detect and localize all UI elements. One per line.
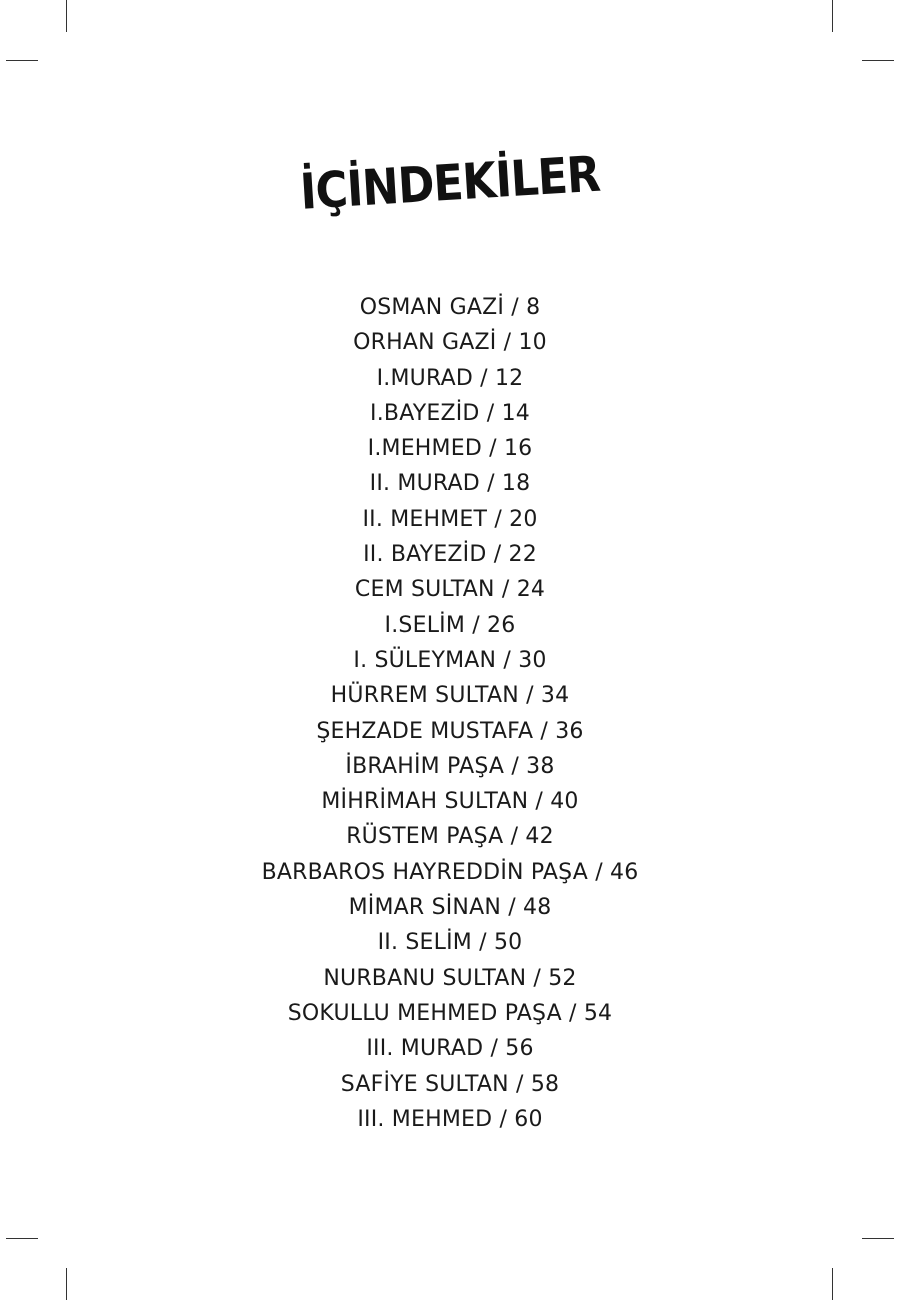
toc-entry	[0, 714, 900, 749]
crop-mark-bottom-left-vertical	[66, 1268, 67, 1300]
toc-entry-page-number: 36	[555, 718, 584, 744]
toc-entry-separator: /	[528, 789, 551, 815]
toc-entry-separator: /	[501, 895, 523, 921]
toc-entry-page-number: 20	[509, 506, 538, 532]
toc-entry-title: III. MURAD	[366, 1036, 484, 1062]
toc-entry-separator: /	[483, 1036, 506, 1062]
toc-entry	[0, 925, 900, 960]
toc-entry-page-number: 52	[548, 965, 577, 991]
toc-entry-separator: /	[472, 365, 495, 391]
toc-entry-title: I.MURAD	[376, 365, 473, 391]
toc-entry-title: OSMAN GAZİ	[359, 295, 505, 320]
toc-entry	[0, 643, 900, 678]
toc-entry-title: BARBAROS HAYREDDİN PAŞA	[261, 859, 588, 885]
toc-entry-separator: /	[496, 647, 519, 673]
toc-entry-separator: /	[494, 577, 517, 603]
toc-entry-page-number: 38	[526, 753, 555, 779]
toc-entry-page-number: 42	[525, 824, 554, 850]
toc-entry-title: İBRAHİM PAŞA	[345, 753, 505, 779]
toc-entry-page-number: 16	[503, 436, 533, 462]
toc-entry-page-number: 54	[583, 1000, 613, 1026]
toc-entry-separator: /	[479, 400, 502, 426]
crop-mark-top-right-horizontal	[862, 60, 894, 61]
toc-entry-separator: /	[492, 1106, 515, 1132]
toc-entry-title: ORHAN GAZİ	[353, 330, 497, 356]
toc-entry	[0, 361, 900, 396]
toc-entry	[0, 466, 900, 501]
toc-entry-page-number: 30	[518, 647, 547, 673]
table-of-contents	[0, 290, 900, 1137]
toc-entry-separator: /	[526, 965, 549, 991]
toc-entry-page-number: 46	[610, 859, 639, 885]
toc-entry	[0, 890, 900, 925]
toc-entry-title: MİMAR SİNAN	[348, 895, 501, 921]
toc-entry	[0, 325, 900, 360]
toc-entry-separator: /	[518, 683, 541, 709]
toc-entry	[0, 678, 900, 713]
toc-entry-page-number: 48	[523, 895, 552, 921]
toc-entry-title: HÜRREM SULTAN	[330, 683, 519, 709]
toc-entry	[0, 749, 900, 784]
toc-entry-title: I. SÜLEYMAN	[353, 647, 497, 673]
toc-entry-separator: /	[486, 542, 509, 568]
crop-mark-top-left-vertical	[66, 0, 67, 32]
toc-entry-title: MİHRİMAH SULTAN	[321, 789, 529, 815]
toc-entry-separator: /	[481, 436, 504, 462]
toc-entry-title: NURBANU SULTAN	[323, 965, 527, 991]
toc-entry	[0, 572, 900, 607]
toc-entry	[0, 961, 900, 996]
toc-entry-separator: /	[588, 859, 610, 885]
toc-entry-page-number: 34	[540, 683, 570, 709]
toc-entry-title: ŞEHZADE MUSTAFA	[316, 718, 534, 744]
toc-entry-separator: /	[504, 295, 527, 320]
toc-entry	[0, 502, 900, 537]
toc-entry	[0, 996, 900, 1031]
toc-entry-page-number: 60	[514, 1106, 543, 1132]
toc-entry-title: III. MEHMED	[357, 1106, 493, 1132]
toc-entry-page-number: 40	[550, 789, 579, 815]
toc-entry-title: II. SELİM	[377, 930, 472, 956]
toc-entry-page-number: 50	[493, 930, 523, 956]
toc-entry-separator: /	[561, 1000, 584, 1026]
toc-entry-page-number: 22	[508, 542, 537, 568]
toc-entry-page-number: 10	[518, 330, 547, 356]
toc-entry-page-number: 58	[530, 1071, 560, 1097]
crop-mark-bottom-right-vertical	[832, 1268, 833, 1300]
toc-entry	[0, 537, 900, 572]
toc-entry-title: SAFİYE SULTAN	[340, 1071, 509, 1097]
crop-mark-bottom-left-horizontal	[6, 1238, 38, 1239]
toc-entry-page-number: 8	[526, 295, 541, 320]
toc-entry-page-number: 14	[501, 400, 530, 426]
toc-entry	[0, 784, 900, 819]
toc-entry-title: II. BAYEZİD	[363, 542, 487, 568]
toc-entry-separator: /	[487, 506, 510, 532]
toc-entry-title: I.BAYEZİD	[370, 400, 480, 426]
toc-entry-page-number: 24	[516, 577, 546, 603]
toc-entry	[0, 1031, 900, 1066]
crop-mark-top-left-horizontal	[6, 60, 38, 61]
toc-entry	[0, 290, 900, 325]
title-container	[0, 145, 900, 222]
toc-entry-separator: /	[496, 330, 519, 356]
toc-entry-separator: /	[479, 471, 502, 497]
toc-entry-separator: /	[465, 612, 488, 638]
toc-entry-title: RÜSTEM PAŞA	[346, 824, 504, 850]
toc-entry	[0, 855, 900, 890]
toc-entry-separator: /	[533, 718, 556, 744]
toc-entry-title: CEM SULTAN	[354, 577, 495, 603]
toc-entry-title: I.SELİM	[384, 612, 466, 638]
toc-entry-title: II. MURAD	[369, 471, 480, 497]
toc-entry-separator: /	[508, 1071, 531, 1097]
toc-entry-title: II. MEHMET	[362, 506, 488, 532]
crop-mark-bottom-right-horizontal	[862, 1238, 894, 1239]
toc-entry	[0, 608, 900, 643]
crop-mark-top-right-vertical	[832, 0, 833, 32]
toc-entry-title: I.MEHMED	[367, 436, 482, 462]
toc-entry-title: SOKULLU MEHMED PAŞA	[287, 1000, 562, 1026]
toc-entry	[0, 1067, 900, 1102]
toc-entry-page-number: 56	[505, 1036, 534, 1062]
page-title: İÇİNDEKİLER	[298, 145, 602, 222]
toc-entry	[0, 1102, 900, 1137]
toc-entry	[0, 396, 900, 431]
toc-entry-page-number: 18	[501, 471, 531, 497]
toc-entry-separator: /	[504, 753, 527, 779]
toc-entry-page-number: 26	[487, 612, 516, 638]
toc-entry	[0, 431, 900, 466]
toc-entry	[0, 819, 900, 854]
toc-entry-page-number: 12	[494, 365, 524, 391]
toc-entry-separator: /	[503, 824, 526, 850]
toc-entry-separator: /	[471, 930, 494, 956]
